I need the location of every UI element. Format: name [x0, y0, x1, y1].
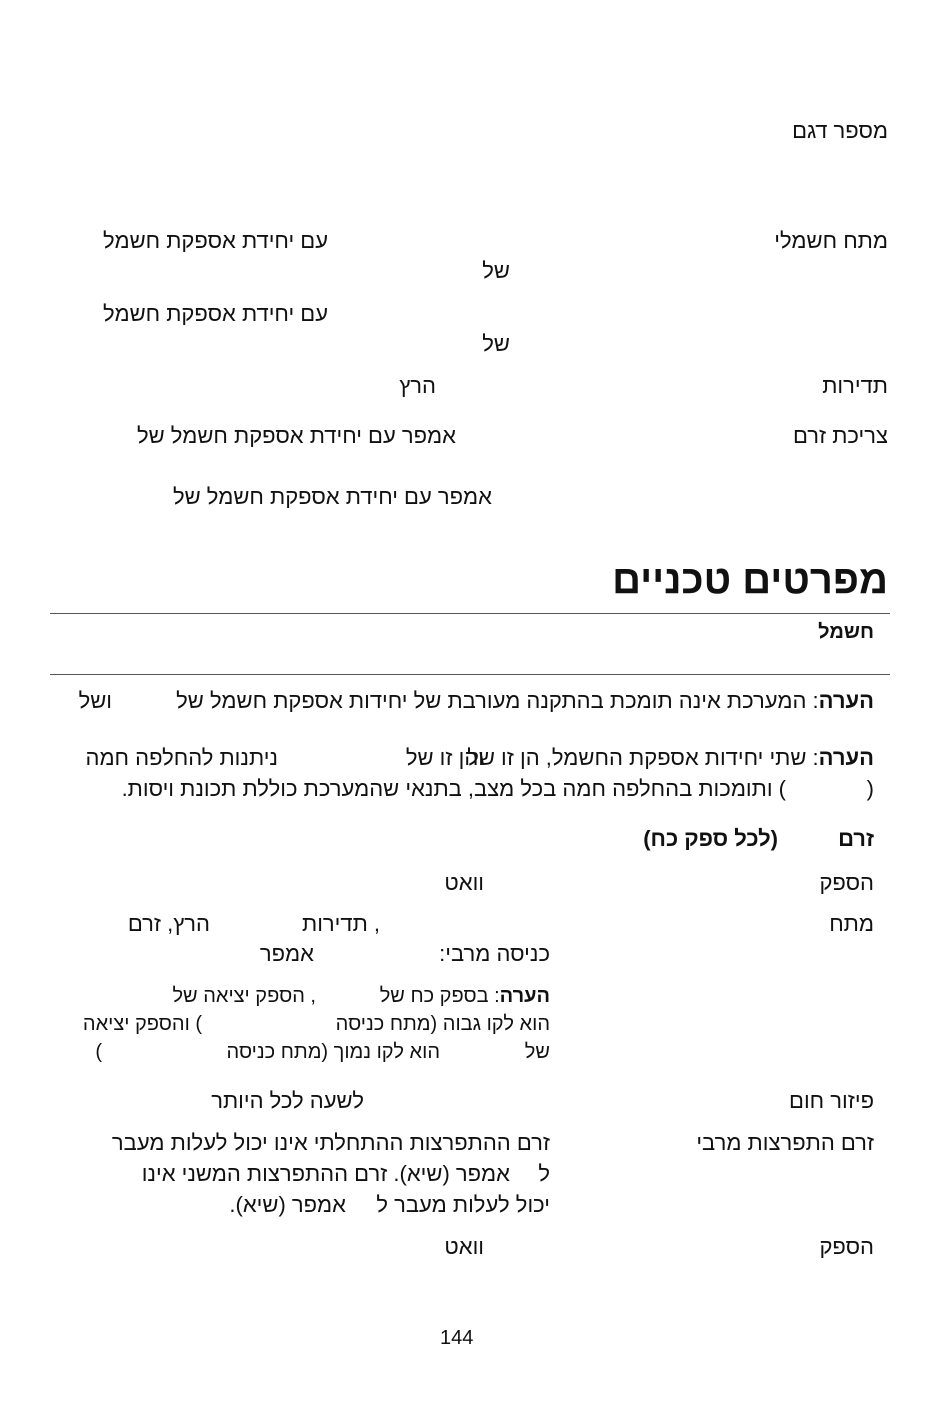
note-2-d: ) ותומכות בהחלפה חמה בכל מצב, בתנאי שהמערכת כוללת תכונת ויסות.	[121, 776, 786, 801]
note-3-d: ) והספק יציאה	[82, 1013, 202, 1035]
page-number: 144	[440, 1327, 474, 1349]
note-label: הערה	[818, 745, 874, 770]
max-input-amp: אמפר	[259, 941, 314, 966]
current-heading-sub: (לכל ספק כח)	[643, 826, 778, 851]
note-label: הערה	[818, 688, 874, 713]
note-3-f: הוא לקו נמוך (מתח כניסה	[226, 1041, 440, 1063]
voltage-spec-frequency: , תדירות	[302, 911, 380, 936]
current-value-1: אמפר עם יחידת אספקת חשמל של	[136, 423, 456, 448]
note-label: הערה	[499, 985, 550, 1007]
divider-top	[50, 613, 890, 614]
frequency-label: תדירות	[822, 373, 888, 398]
note-3-b: , הספק יציאה של	[172, 985, 316, 1007]
note-2-text: : שתי יחידות אספקת החשמל, הן זו של	[467, 745, 819, 770]
page-title: מפרטים טכניים	[612, 558, 888, 602]
inrush-line-3b: אמפר (שיא).	[229, 1192, 346, 1217]
divider-bottom	[50, 674, 890, 675]
frequency-value: הרץ	[399, 373, 436, 398]
note-2-c: ניתנות להחלפה חמה	[85, 745, 278, 770]
voltage-spec-label: מתח	[829, 911, 874, 936]
note-3-a: : בספק כח של	[379, 985, 500, 1007]
inrush-line-3a: יכול לעלות מעבר ל	[376, 1192, 550, 1217]
note-1-text: : המערכת אינה תומכת בהתקנה מעורבת של יחידות אספקת חשמל של	[176, 688, 819, 713]
note-2-b: והן זו של	[405, 745, 484, 770]
voltage-value-2: עם יחידת אספקת חשמל	[103, 301, 328, 326]
watt-1: וואט	[444, 870, 484, 895]
voltage-spec-hz: הרץ, זרם	[127, 911, 210, 936]
inrush-label: זרם התפרצות מרבי	[696, 1130, 874, 1155]
note-1-end: ושל	[78, 688, 112, 713]
heat-value: לשעה לכל היותר	[211, 1088, 364, 1113]
voltage-label: מתח חשמלי	[774, 228, 888, 253]
note-3	[380, 983, 550, 1009]
current-label: צריכת זרם	[792, 423, 888, 448]
voltage-of-1: של	[482, 258, 510, 283]
section-heading: חשמל	[818, 621, 874, 643]
max-input-label: כניסה מרבי:	[439, 941, 550, 966]
current-value-2: אמפר עם יחידת אספקת חשמל של	[172, 484, 492, 509]
model-number-label: מספר דגם	[792, 118, 888, 143]
current-heading: זרם	[838, 826, 874, 851]
note-2	[467, 745, 874, 771]
note-2-e: (	[866, 776, 874, 801]
watt-2: וואט	[444, 1234, 484, 1259]
inrush-line-2b: אמפר (שיא). זרם ההתפרצות המשני אינו	[141, 1161, 510, 1186]
note-3-c: הוא לקו גבוה (מתח כניסה	[335, 1013, 550, 1035]
supply-label-2: הספק	[819, 1234, 874, 1259]
note-3-e: של	[524, 1041, 550, 1063]
note-3-g: )	[95, 1041, 102, 1063]
voltage-value-1: עם יחידת אספקת חשמל	[103, 228, 328, 253]
voltage-of-2: של	[482, 331, 510, 356]
inrush-line-1: זרם ההתפרצות ההתחלתי אינו יכול לעלות מעבר	[111, 1130, 550, 1155]
supply-label-1: הספק	[819, 870, 874, 895]
heat-label: פיזור חום	[789, 1088, 874, 1113]
inrush-line-2a: ל	[538, 1161, 550, 1186]
note-1	[176, 688, 874, 714]
